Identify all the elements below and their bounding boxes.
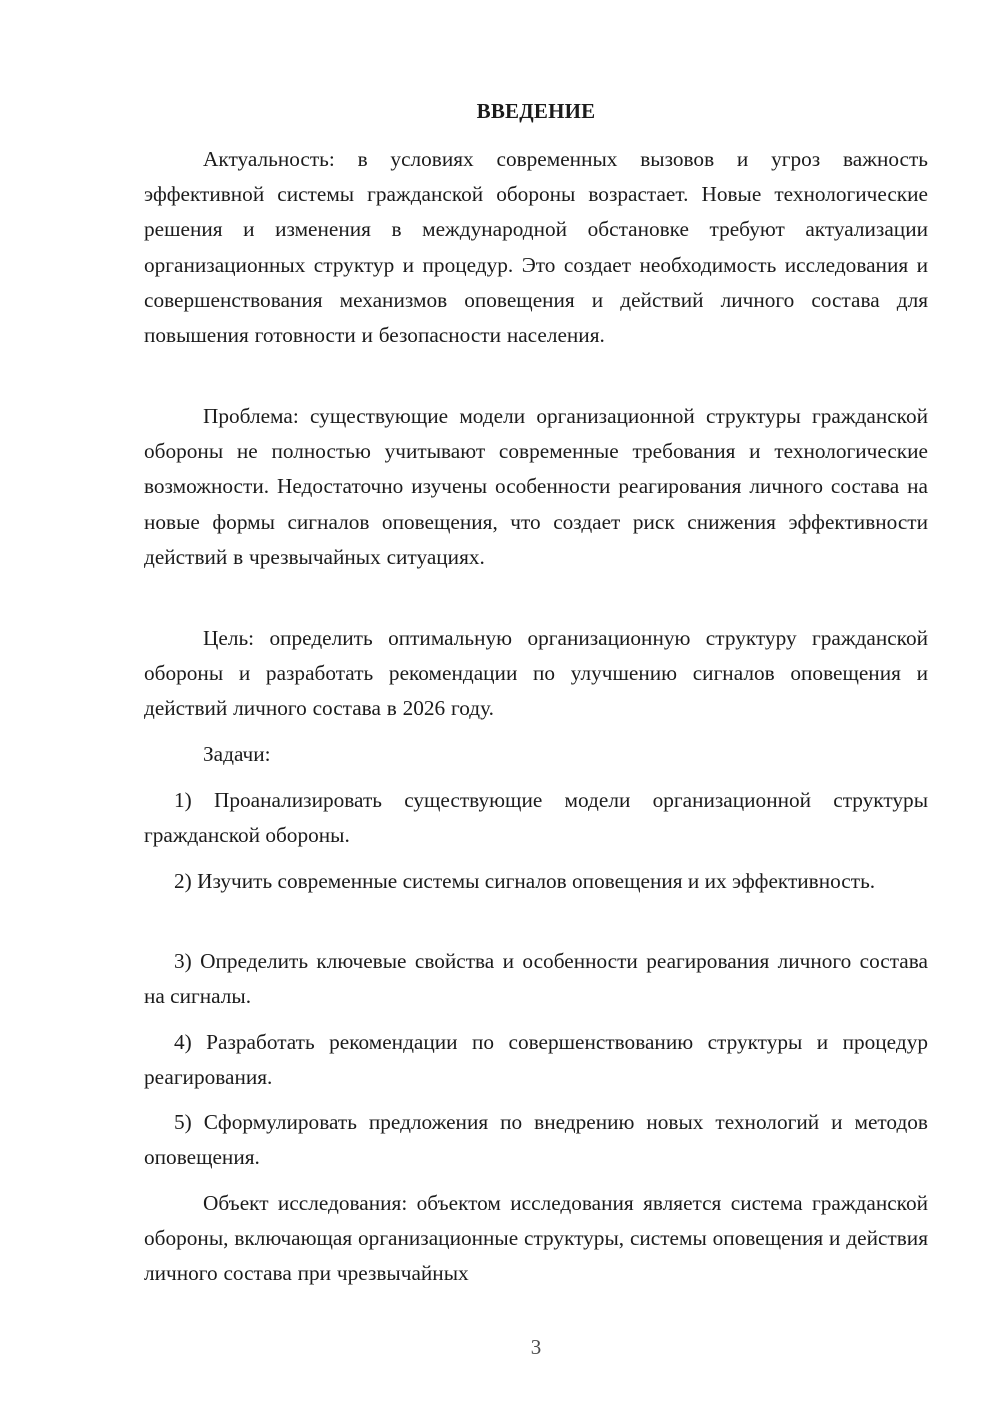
section-heading: ВВЕДЕНИЕ	[476, 99, 596, 123]
task-item-5: 5) Сформулировать предложения по внедрению новых технологий и методов оповещения.	[144, 1110, 928, 1169]
object-paragraph: Объект исследования: объектом исследования является система гражданской обороны, включающая организационные структуры, системы оповещения и действия личного состава при чрезвычайных	[144, 1191, 928, 1286]
goal-paragraph: Цель: определить оптимальную организационную структуру гражданской обороны и разработать рекомендации по улучшению сигналов оповещения и действий личного состава в 2026 году.	[144, 626, 928, 721]
task-item-4: 4) Разработать рекомендации по совершенствованию структуры и процедур реагирования.	[144, 1030, 928, 1089]
task-item-2: 2) Изучить современные системы сигналов оповещения и их эффективность.	[174, 869, 876, 893]
problem-paragraph: Проблема: существующие модели организационной структуры гражданской обороны не полностью учитывают современные требования и технологические возможности. Недостаточно изучены особенности реагирования личного состава на новые формы сигналов оповещения, что создает риск снижения эффективности действий в чрезвычайных ситуациях.	[144, 404, 928, 569]
document-page	[144, 0, 928, 1414]
tasks-label: Задачи:	[203, 742, 271, 766]
relevance-paragraph: Актуальность: в условиях современных вызовов и угроз важность эффективной системы гражданской обороны возрастает. Новые технологические решения и изменения в международной обстановке требуют актуализации организационных структур и процедур. Это создает необходимость исследования и совершенствования механизмов оповещения и действий личного состава для повышения готовности и безопасности населения.	[144, 147, 928, 348]
task-item-1: 1) Проанализировать существующие модели организационной структуры гражданской обороны.	[144, 788, 928, 847]
page-number: 3	[530, 1335, 542, 1359]
task-item-3: 3) Определить ключевые свойства и особенности реагирования личного состава на сигналы.	[144, 949, 928, 1008]
